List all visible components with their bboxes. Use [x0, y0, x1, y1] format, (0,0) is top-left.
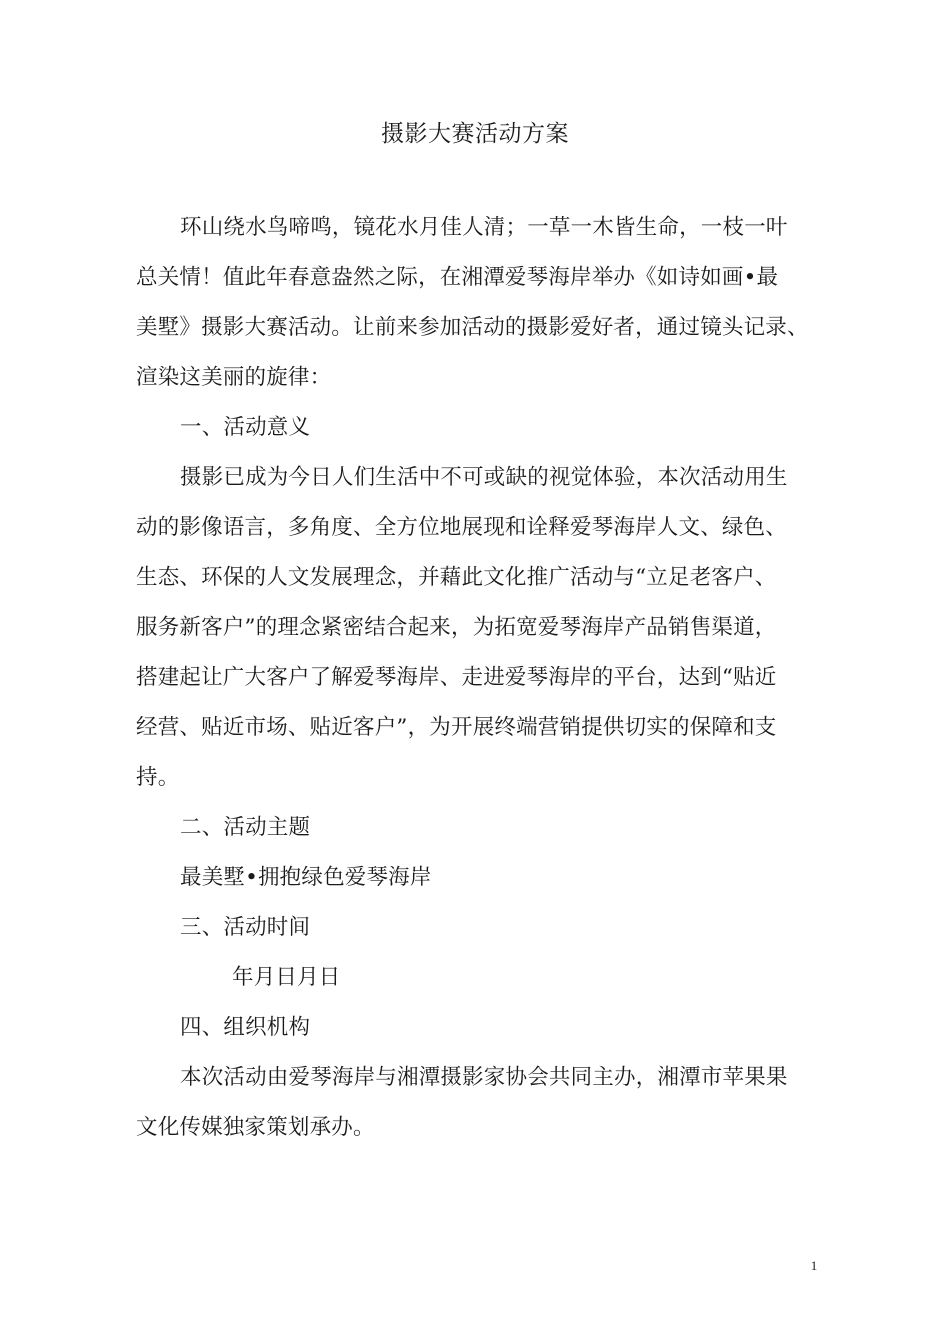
document-title: 摄影大赛活动方案 [381, 121, 569, 147]
section-heading-significance: 一、活动意义 [180, 415, 311, 440]
document-body [136, 211, 826, 1161]
intro-paragraph-line-4: 渲染这美丽的旋律： [136, 365, 332, 390]
intro-paragraph-line-2: 总关情！值此年春意盎然之际，在湘潭爱琴海岸举办《如诗如画•最 [136, 265, 779, 290]
page-number: 1 [810, 1258, 818, 1273]
section-heading-theme: 二、活动主题 [180, 815, 311, 840]
significance-paragraph-line-4: 服务新客户”的理念紧密结合起来，为拓宽爱琴海岸产品销售渠道， [136, 615, 777, 640]
section-heading-organization: 四、组织机构 [180, 1015, 311, 1040]
significance-paragraph-line-2: 动的影像语言，多角度、全方位地展现和诠释爱琴海岸人文、绿色、 [136, 515, 788, 540]
time-text: 年月日月日 [232, 965, 341, 990]
section-heading-time: 三、活动时间 [180, 915, 311, 940]
intro-paragraph-line-3: 美墅》摄影大赛活动。让前来参加活动的摄影爱好者，通过镜头记录、 [136, 315, 809, 340]
significance-paragraph-line-1: 摄影已成为今日人们生活中不可或缺的视觉体验，本次活动用生 [180, 465, 788, 490]
theme-text: 最美墅•拥抱绿色爱琴海岸 [180, 865, 432, 890]
significance-paragraph-line-7: 持。 [136, 765, 180, 790]
intro-paragraph-line-1: 环山绕水鸟啼鸣，镜花水月佳人清；一草一木皆生命，一枝一叶 [180, 215, 788, 240]
organization-paragraph-line-1: 本次活动由爱琴海岸与湘潭摄影家协会共同主办，湘潭市苹果果 [180, 1065, 788, 1090]
significance-paragraph-line-6: 经营、贴近市场、贴近客户”，为开展终端营销提供切实的保障和支 [136, 715, 777, 740]
significance-paragraph-line-3: 生态、环保的人文发展理念，并藉此文化推广活动与“立足老客户、 [136, 565, 777, 590]
significance-paragraph-line-5: 搭建起让广大客户了解爱琴海岸、走进爱琴海岸的平台，达到“贴近 [136, 665, 777, 690]
organization-paragraph-line-2: 文化传媒独家策划承办。 [136, 1115, 375, 1140]
